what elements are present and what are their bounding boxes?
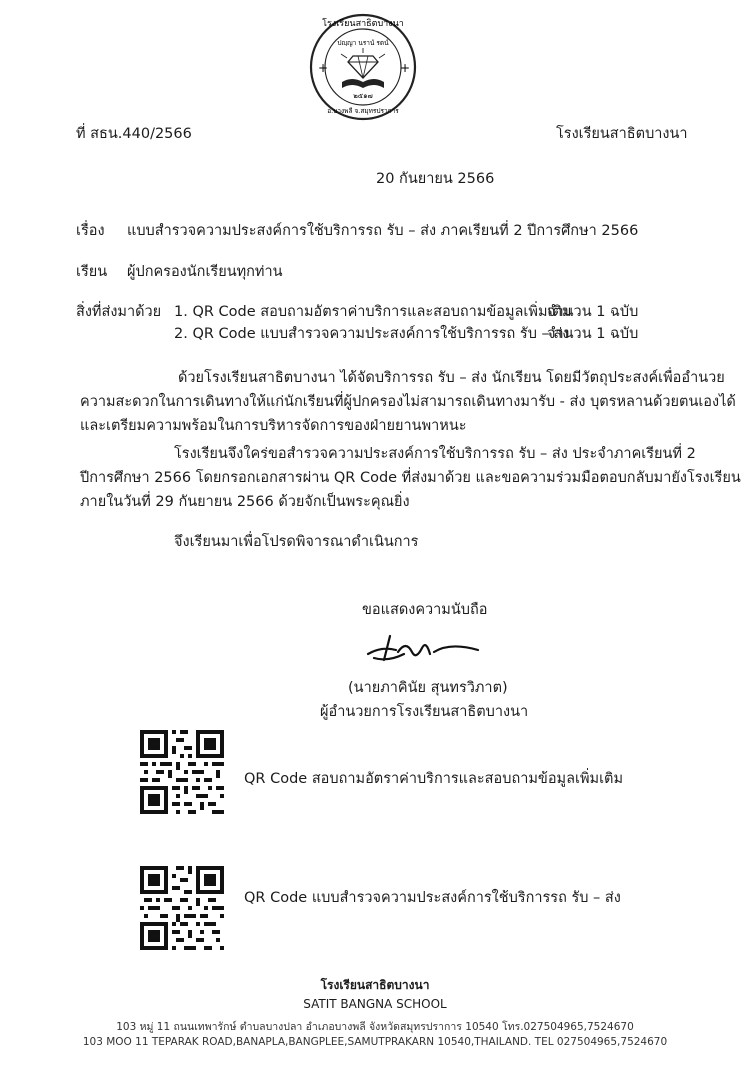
svg-text:+: +: [400, 61, 411, 75]
svg-text:+: +: [318, 61, 329, 75]
enclosure-item: 2. QR Code แบบสำรวจความประสงค์การใช้บริการรถ รับ – ส่ง: [174, 326, 570, 342]
body-paragraph-line: ปีการศึกษา 2566 โดยกรอกเอกสารผ่าน QR Code ที่ส่งมาด้วย และขอความร่วมมือตอบกลับมายังโรงเรียน: [80, 470, 741, 486]
subject-label: เรื่อง: [76, 223, 105, 239]
body-paragraph-line: และเตรียมความพร้อมในการบริหารจัดการของฝ่ายยานพาหนะ: [80, 418, 467, 434]
qr-caption: QR Code สอบถามอัตราค่าบริการและสอบถามข้อมูลเพิ่มเติม: [244, 771, 623, 787]
enclosure-label: สิ่งที่ส่งมาด้วย: [76, 304, 162, 320]
school-seal: [308, 12, 418, 122]
qr-caption: QR Code แบบสำรวจความประสงค์การใช้บริการรถ รับ – ส่ง: [244, 890, 621, 906]
qr-code-transport-survey[interactable]: [140, 866, 224, 950]
signer-name: (นายภาคินัย สุนทรวิภาต): [348, 680, 508, 696]
salutation-label: เรียน: [76, 264, 108, 280]
enclosure-item: 1. QR Code สอบถามอัตราค่าบริการและสอบถามข้อมูลเพิ่มเติม: [174, 304, 572, 320]
footer-school-name-en: SATIT BANGNA SCHOOL: [303, 997, 447, 1011]
reference-number: ที่ สธน.440/2566: [76, 126, 192, 142]
enclosure-quantity: จำนวน 1 ฉบับ: [547, 326, 639, 342]
footer-address-th: 103 หมู่ 11 ถนนเทพารักษ์ ตำบลบางปลา อำเภอบางพลี จังหวัดสมุทรปราการ 10540 โทร.027504965,7524670: [116, 1021, 634, 1033]
signer-title: ผู้อำนวยการโรงเรียนสาธิตบางนา: [320, 704, 529, 720]
qr-code-rates-inquiry[interactable]: [140, 730, 224, 814]
letter-date: 20 กันยายน 2566: [376, 171, 495, 187]
seal-year: ๒๕๑๗: [353, 92, 373, 100]
seal-ring-bottom: อ.บางพลี จ.สมุทรปราการ: [327, 107, 399, 115]
footer-address-en: 103 MOO 11 TEPARAK ROAD,BANAPLA,BANGPLEE,SAMUTPRAKARN 10540,THAILAND. TEL 027504965,7524670: [82, 1036, 668, 1048]
seal-motto: ปญฺญา นรานํ รตนํ: [337, 39, 389, 47]
seal-ring-top: โรงเรียนสาธิตบางนา: [322, 19, 404, 29]
enclosure-quantity: จำนวน 1 ฉบับ: [547, 304, 639, 320]
director-signature: [360, 628, 490, 672]
subject-text: แบบสำรวจความประสงค์การใช้บริการรถ รับ – ส่ง ภาคเรียนที่ 2 ปีการศึกษา 2566: [127, 223, 639, 239]
body-paragraph-line: ด้วยโรงเรียนสาธิตบางนา ได้จัดบริการรถ รับ – ส่ง นักเรียน โดยมีวัตถุประสงค์เพื่ออำนวย: [178, 370, 725, 386]
body-paragraph-line: ภายในวันที่ 29 กันยายน 2566 ด้วยจักเป็นพระคุณยิ่ง: [80, 494, 410, 510]
closing-request: จึงเรียนมาเพื่อโปรดพิจารณาดำเนินการ: [174, 534, 419, 550]
issuer-name: โรงเรียนสาธิตบางนา: [556, 126, 688, 142]
closing-phrase: ขอแสดงความนับถือ: [362, 602, 488, 618]
footer-school-name-th: โรงเรียนสาธิตบางนา: [320, 978, 430, 992]
body-paragraph-line: ความสะดวกในการเดินทางให้แก่นักเรียนที่ผู้ปกครองไม่สามารถเดินทางมารับ - ส่ง บุตรหลานด้วยตนเองได้: [80, 394, 736, 410]
body-paragraph-line: โรงเรียนจึงใคร่ขอสำรวจความประสงค์การใช้บริการรถ รับ – ส่ง ประจำภาคเรียนที่ 2: [174, 446, 696, 462]
salutation-recipient: ผู้ปกครองนักเรียนทุกท่าน: [127, 264, 283, 280]
